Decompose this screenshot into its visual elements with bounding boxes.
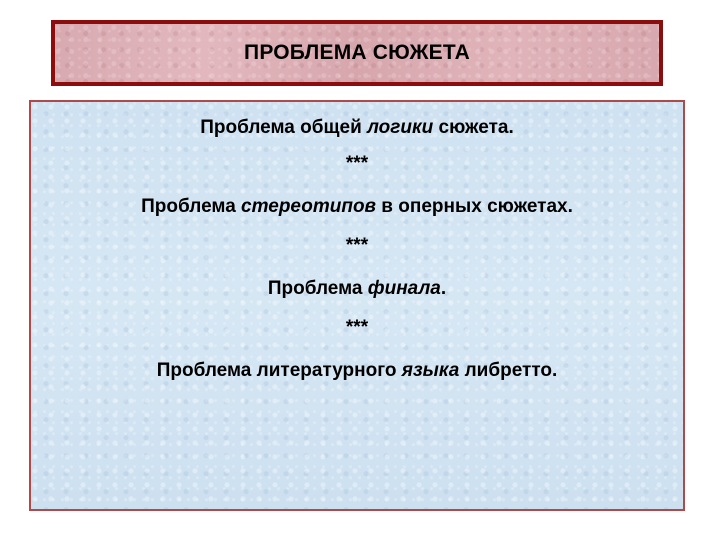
- line-text: .: [440, 278, 447, 299]
- line-emphasis: логики: [367, 117, 434, 138]
- problem-line-language: [31, 360, 683, 382]
- title-banner: [51, 20, 663, 86]
- content-panel: [29, 100, 685, 511]
- line-text: сюжета.: [433, 117, 514, 138]
- line-text: Проблема общей: [200, 117, 368, 138]
- separator: ***: [345, 235, 369, 256]
- problem-line-stereotypes: [31, 196, 683, 218]
- line-emphasis: стереотипов: [241, 196, 377, 217]
- line-text: в оперных сюжетах.: [376, 196, 573, 217]
- separator: ***: [345, 153, 369, 174]
- problem-line-logic: [31, 117, 683, 139]
- problem-line-finale: [31, 278, 683, 300]
- line-text: Проблема: [267, 278, 368, 299]
- separator: ***: [345, 317, 369, 338]
- line-text: Проблема: [141, 196, 242, 217]
- line-text: Проблема литературного: [156, 360, 402, 381]
- line-emphasis: языка: [401, 360, 460, 381]
- slide-title: ПРОБЛЕМА СЮЖЕТА: [244, 41, 470, 64]
- line-text: либретто.: [459, 360, 558, 381]
- line-emphasis: финала: [367, 278, 441, 299]
